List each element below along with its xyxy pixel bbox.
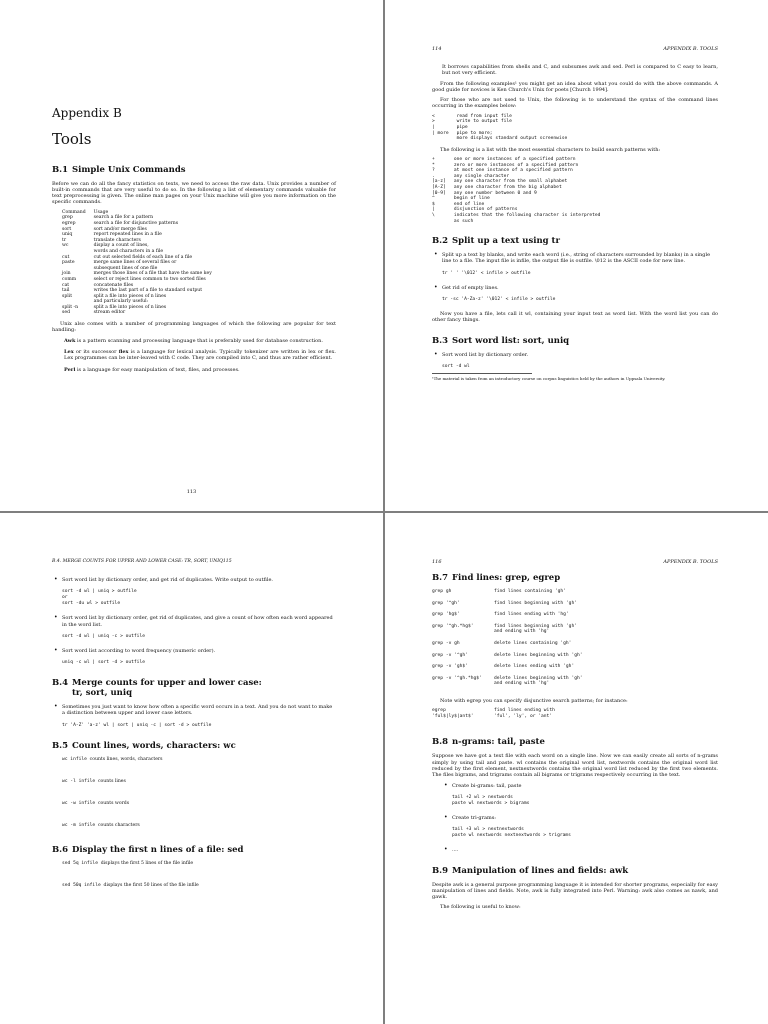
command-key: grep	[62, 215, 73, 221]
b8-code-1: tail +2 wl > nextwords paste wl nextwords > bigrams	[452, 794, 530, 806]
wc-example: wc -l infile counts lines	[62, 778, 126, 784]
b5-list	[52, 757, 336, 829]
section-b1-heading: B.1 Simple Unix Commands	[52, 164, 186, 175]
command-value: writes the last part of a file to standard output	[93, 288, 203, 294]
page-115-content	[52, 577, 336, 905]
section-b3-heading: B.3 Sort word list: sort, uniq	[432, 335, 570, 346]
pattern-char-key: \	[432, 212, 435, 218]
syntax-value: more displays standard output screenwise	[456, 136, 568, 142]
wc-example: wc -m infile counts characters	[62, 822, 140, 828]
command-value: display a count of lines,	[93, 243, 149, 249]
grep-row	[432, 589, 591, 601]
command-key: wc	[62, 243, 69, 249]
command-value: search a file for a pattern	[93, 215, 154, 221]
langs-intro: Unix also comes with a number of programming languages of which the following are popular for text handling:	[52, 321, 336, 334]
grep-row	[432, 601, 591, 613]
command-value: and particularly useful:	[93, 299, 149, 305]
b8-bullet-2: • Create tri-grams:	[442, 815, 718, 821]
egrep-table: egrep 'ful$|ly$|ant$' find lines ending with 'ful', 'ly', or 'ant'	[432, 708, 555, 719]
command-value: merges those lines of a file that have the same key	[93, 271, 212, 277]
pattern-char-key: .	[432, 173, 435, 179]
pattern-char-value: any single character	[453, 173, 510, 179]
syntax-key: >	[432, 119, 435, 125]
pattern-char-key: ^	[432, 196, 435, 202]
grep-value: delete lines containing 'gh'	[494, 640, 572, 646]
pattern-char-key: $	[432, 201, 435, 207]
grep-value: find lines ending with 'hg'	[494, 612, 569, 618]
section-b7-heading: B.7 Find lines: grep, egrep	[432, 573, 561, 583]
b2-code-1: tr ' ' '\012' < infile > outfile	[442, 270, 531, 276]
b9-text: Despite awk is a general purpose programming language it is intended for shorter programs, especially for easy manipulation of lines and fields. Note, awk is fully integrated into Perl. Warning: awk also comes as nawk, and gawk.	[432, 881, 718, 901]
sed-example: sed 50q infile displays the first 50 lines of the file infile	[62, 882, 199, 888]
pattern-char-value: one or more instances of a specified pattern	[453, 157, 576, 163]
footnote: ¹The material is taken from an introductory course on corpus linguistics held by the authors in Uppsala University.	[432, 375, 666, 381]
examples-text: From the following examples¹ you might get an idea about what you could do with the above commands. A good guide for novices is Ken Church's Unix for poets [Church 1994].	[432, 80, 718, 93]
b4-bullet: • Sometimes you just want to know how often a specific word occurs in a text. And you do not want to make a distinction between upper and lower case letters.	[52, 704, 336, 717]
pattern-char-key	[432, 219, 454, 225]
grep-value: find lines containing 'gh'	[494, 589, 566, 594]
b3-bullet-3: • Sort word list by dictionary order, get rid of duplicates, and give a count of how often each word appeared in the word list.	[52, 615, 336, 628]
grep-table	[432, 589, 591, 693]
command-value: report repeated lines in a file	[93, 232, 162, 238]
notused-text: For those who are not used to Unix, the following is to understand the syntax of the command lines occurring in the examples below:	[432, 97, 718, 110]
section-b4-heading: B.4 Merge counts for upper and lower case: tr, sort, uniq	[52, 678, 262, 699]
page-115	[0, 513, 383, 1024]
pattern-char-key: [a-z]	[432, 179, 446, 185]
b2-code-2: tr -sc 'A-Za-z' '\012' < infile > outfile	[442, 297, 556, 303]
running-head: 116 APPENDIX B. TOOLS	[432, 559, 718, 565]
command-key: join	[62, 271, 71, 277]
command-key: tr	[62, 237, 67, 243]
pattern-char-key: [0-9]	[432, 190, 446, 196]
wc-example: wc infile counts lines, words, characters	[62, 756, 163, 762]
command-key: sort	[62, 226, 72, 232]
pattern-char-row	[432, 219, 608, 225]
page-113-content	[52, 0, 336, 378]
pattern-char-value: zero or more instances of a specified pattern	[453, 162, 579, 168]
command-key: uniq	[62, 232, 73, 238]
grep-value: find lines beginning with 'gh' and ending with 'hg'	[494, 623, 577, 635]
pattern-char-value: any one character from the big alphabet	[453, 185, 562, 191]
grep-key: grep '^gh'	[432, 600, 460, 606]
command-value: concatenate files	[93, 282, 134, 288]
grep-key: grep -v 'gh$'	[432, 664, 468, 670]
grep-row	[432, 612, 591, 624]
command-key: cat	[62, 282, 70, 288]
page-116	[385, 513, 768, 1024]
b3-bullet-4: • Sort word list according to word frequency (numeric order).	[52, 648, 336, 654]
grep-value: delete lines beginning with 'gh'	[494, 652, 583, 658]
grep-row	[432, 664, 591, 676]
page-114	[385, 0, 768, 511]
syntax-key: <	[432, 113, 435, 119]
pattern-char-value: indicates that the following character is interpreted	[453, 212, 601, 218]
pattern-char-value: any one character from the small alphabet	[453, 179, 568, 185]
command-key: split -n	[62, 304, 79, 310]
syntax-key	[432, 136, 457, 142]
perl-desc: Perl is a language for easy manipulation of text, files, and processes.	[64, 366, 240, 373]
syntax-key: |	[432, 124, 435, 130]
pattern-char-key: [A-Z]	[432, 185, 446, 191]
grep-key: grep gh	[432, 589, 452, 594]
b3-code: sort -d wl	[442, 363, 470, 369]
pattern-char-key: |	[432, 207, 435, 213]
grep-row	[432, 624, 591, 641]
awk-desc: Awk is a pattern scanning and processing language that is preferably used for database construction.	[64, 337, 323, 344]
egrep-note: Note with egrep you can specify disjunctive search patterns; for instance:	[440, 697, 628, 704]
b2-bullet-2: • Get rid of empty lines.	[432, 285, 718, 291]
command-value: cut out selected fields of each line of a file	[93, 254, 193, 260]
b3-code-3: sort -d wl | uniq -c > outfile	[62, 633, 145, 639]
pattern-char-value: end of line	[453, 201, 485, 207]
chapter-title: Tools	[52, 130, 92, 149]
section-b9-heading: B.9 Manipulation of lines and fields: awk	[432, 865, 629, 876]
pattern-char-value: as such	[453, 218, 474, 224]
command-key: paste	[62, 260, 75, 266]
b2-bullet-1: • Split up a text by blanks, and write each word (i.e., string of characters surrounded by blanks) in a single line to a file. The input file is infile, the output file is outfile. \012 is the ASCII code for new line.	[432, 252, 718, 265]
command-value: split a file into pieces of n lines	[93, 304, 167, 310]
perl-cont: It borrows capabilities from shells and C, and subsumes awk and sed. Perl is compared to C easy to learn, but not very efficient.	[442, 64, 718, 77]
grep-row	[432, 676, 591, 693]
command-value: subsequent lines of one file	[93, 265, 158, 271]
grep-key: grep -v '^gh.*hg$'	[432, 675, 482, 681]
b9-useful: The following is useful to know:	[440, 904, 521, 911]
command-value: sort and/or merge files	[93, 226, 147, 232]
syntax-value: pipe	[456, 124, 468, 130]
pattern-char-value: begin of line	[453, 196, 490, 202]
command-row	[62, 310, 220, 316]
section-b8-heading: B.8 n-grams: tail, paste	[432, 737, 545, 748]
grep-value: find lines beginning with 'gh'	[494, 600, 577, 606]
command-value: stream editor	[93, 310, 126, 316]
grep-key: grep 'hg$'	[432, 612, 460, 618]
b3-code-2: sort -d wl | uniq > outfile or sort -du wl > outfile	[62, 589, 137, 607]
syntax-row	[432, 136, 575, 142]
command-table: Command Usage grep search a file for a pattern egrep search a file for disjunctive patterns sort sort and/or merge files uniq report repeated lines in a file tr translate characters wc display a count of lines, words and characters in a file cut cut out selected fields of each line of a file paste merge same lines of several files or subsequent lines of one file join merges those lines of a file that have the same key comm select or reject lines common to two sorted files cat concatenate files tail writes the last part of a file to standard output split split a file into pieces of n lines and particularly useful: split -n split a file into pieces of n lines sed stream editor	[62, 210, 220, 316]
b8-code-2: tail +3 wl > nextnextwords paste wl nextwords nextnextwords > trigrams	[452, 827, 571, 839]
pattern-char-value: disjunction of patterns	[453, 207, 518, 213]
section-b2-heading: B.2 Split up a text using tr	[432, 236, 560, 247]
grep-row	[432, 653, 591, 665]
syntax-table	[432, 114, 575, 142]
page-113	[0, 0, 383, 511]
pattern-char-value: at most one instance of a specified pattern	[453, 168, 573, 174]
page-number: 113	[186, 489, 197, 495]
pattern-char-key: ?	[432, 168, 435, 174]
pattern-char-key: +	[432, 157, 435, 163]
pattern-char-value: any one number between 0 and 9	[453, 190, 537, 196]
b8-text: Suppose we have got a text file with each word on a single line. Now we can easily create all sorts of n-grams simply by using tail and paste. wl contains the original word list, nextwords contains the original word list reduced by the first element, nextnextwords contains the original word list reduced by the first two elements. The files bigrams, and trigrams contain all bigrams or trigrams respectively occurring in the text.	[432, 753, 718, 779]
command-value: merge same lines of several files or	[93, 260, 177, 266]
command-value: translate characters	[93, 237, 141, 243]
grep-row	[432, 641, 591, 653]
grep-key: grep -v gh	[432, 640, 460, 646]
syntax-value: write to output file	[456, 119, 512, 125]
syntax-key: | more	[432, 130, 449, 136]
running-head: B.4. MERGE COUNTS FOR UPPER AND LOWER CASE: TR, SORT, UNIQ115	[52, 559, 232, 564]
appendix-label: Appendix B	[52, 106, 122, 120]
sed-example: sed 5q infile displays the first 5 lines of the file infile	[62, 860, 194, 866]
page-116-content	[432, 571, 718, 915]
command-value: words and characters in a file	[93, 248, 164, 254]
wc-example: wc -w infile counts words	[62, 800, 130, 806]
b3-bullet-2: • Sort word list by dictionary order, and get rid of duplicates. Write output to outfile.	[52, 577, 336, 583]
b4-code: tr 'A-Z' 'a-z' wl | sort | uniq -c | sort -d > outfile	[62, 722, 212, 728]
command-value: search a file for disjunctive patterns	[93, 220, 179, 226]
pattern-char-row	[432, 213, 608, 219]
section-b5-heading: B.5 Count lines, words, characters: wc	[52, 740, 236, 751]
b3-code-4: uniq -c wl | sort -d > outfile	[62, 660, 145, 666]
section-b6-heading: B.6 Display the first n lines of a file: sed	[52, 844, 244, 855]
syntax-value: read from input file	[456, 113, 512, 119]
running-head: 114 APPENDIX B. TOOLS	[432, 46, 718, 52]
command-value: split a file into pieces of n lines	[93, 293, 167, 299]
lex-desc: Lex or its successor flex is a language for lexical analysis. Typically tokenizer are written in lex or flex. Lex programmes can be inter-leaved with C code. They are compiled into C, and thus are rather efficient.	[64, 348, 337, 362]
b1-intro: Before we can do all the fancy statistics on texts, we need to access the raw data. Unix provides a number of built-in commands that are very useful to do so. In the following a list of elementary commands valuable for text preprocessing is given. The online man pages on your Unix machine will give you more information on the specific commands.	[52, 180, 336, 206]
command-key: egrep	[62, 220, 76, 226]
grep-value: delete lines beginning with 'gh' and ending with 'hg'	[494, 675, 583, 687]
command-value: select or reject lines common to two sorted files	[93, 276, 206, 282]
b3-bullet: • Sort word list by dictionary order.	[432, 352, 718, 358]
grep-value: delete lines ending with 'gh'	[494, 664, 575, 670]
command-key: split	[62, 293, 73, 299]
syntax-value: pipe to more;	[456, 130, 493, 136]
page-114-content	[432, 64, 718, 381]
chars-intro: The following is a list with the most essential characters to build search patterns with:	[440, 146, 661, 153]
command-key: sed	[62, 310, 71, 316]
command-key: comm	[62, 276, 77, 282]
b8-bullet-1: • Create bi-grams: tail, paste	[442, 783, 718, 789]
b6-list	[52, 861, 336, 889]
b2-now: Now you have a file, lets call it wl, containing your input text as word list. With the word list you can do other fancy things.	[432, 311, 718, 324]
command-key: tail	[62, 288, 70, 294]
chars-table	[432, 157, 608, 224]
grep-key: grep '^gh.*hg$'	[432, 623, 474, 629]
b8-bullet-3: • ....	[442, 847, 718, 853]
command-key: cut	[62, 254, 70, 260]
pattern-char-key: *	[432, 162, 435, 168]
grep-key: grep -v '^gh'	[432, 652, 468, 658]
